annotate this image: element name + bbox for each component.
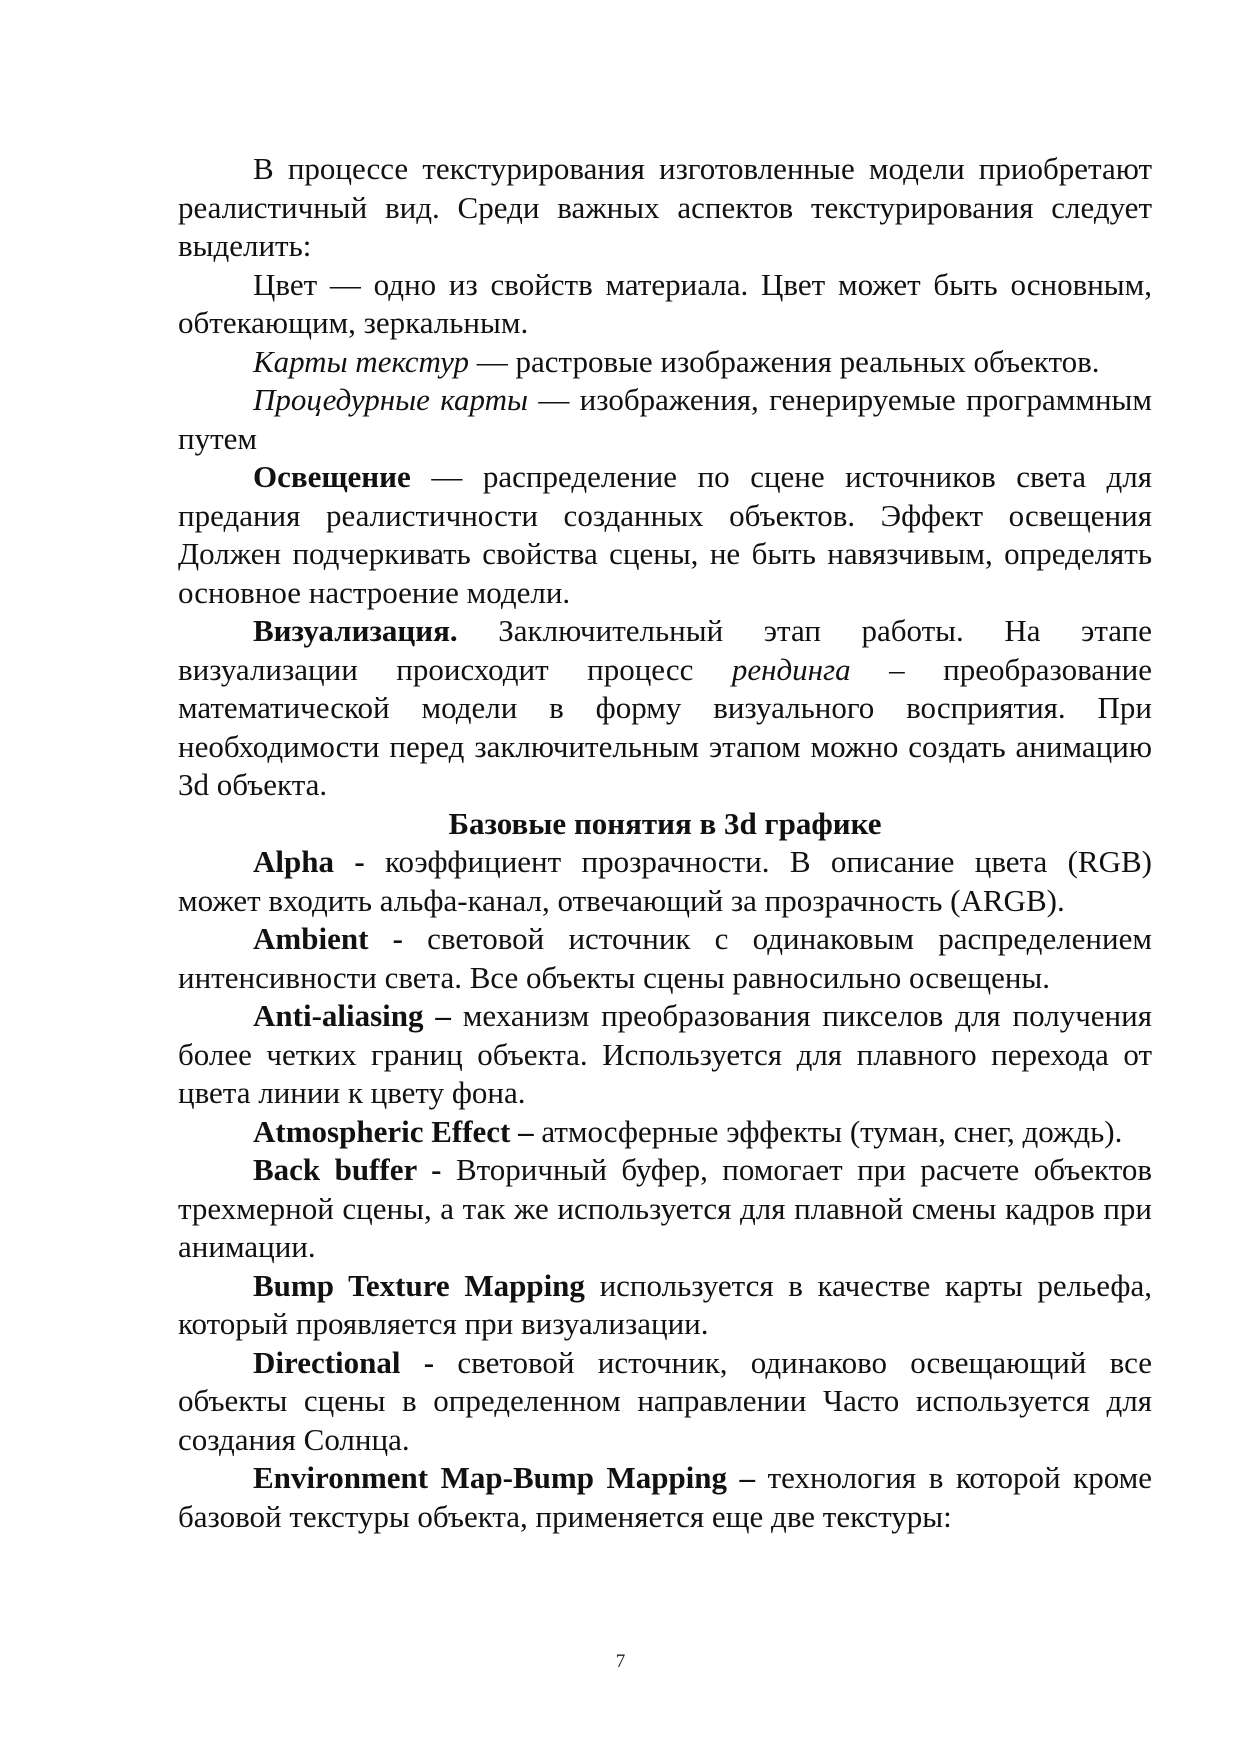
glossary-term-ambient bbox=[253, 921, 403, 956]
glossary-term-environment-map-bump-mapping-sep: – bbox=[727, 1460, 756, 1495]
term-texture-maps: Карты текстур bbox=[253, 343, 470, 379]
paragraph-color bbox=[178, 266, 1152, 343]
paragraph-procedural-maps-text: — изображения, генерируемые программным путем bbox=[178, 382, 1152, 456]
glossary-term-ambient-sep: - bbox=[368, 921, 403, 956]
glossary-term-anti-aliasing-sep: – bbox=[423, 998, 451, 1033]
glossary-term-atmospheric-effect-sep: – bbox=[510, 1113, 534, 1149]
glossary-definition-atmospheric-effect: атмосферные эффекты (туман, снег, дождь). bbox=[533, 1113, 1123, 1149]
glossary-entry-bump-texture-mapping bbox=[178, 1267, 1152, 1344]
glossary-entry-ambient bbox=[178, 920, 1152, 997]
glossary-entry-environment-map-bump-mapping bbox=[178, 1459, 1152, 1536]
page-body bbox=[178, 150, 1152, 1536]
glossary-term-alpha-sep: - bbox=[333, 844, 365, 879]
glossary-term-alpha bbox=[253, 844, 365, 879]
term-procedural-maps: Процедурные карты bbox=[253, 382, 528, 417]
glossary-term-anti-aliasing bbox=[253, 998, 451, 1033]
glossary-term-directional-label: Directional bbox=[253, 1344, 401, 1380]
glossary-entry-back-buffer bbox=[178, 1151, 1152, 1267]
glossary-entry-alpha bbox=[178, 843, 1152, 920]
glossary-term-atmospheric-effect bbox=[253, 1114, 534, 1149]
paragraph-texture-maps-text: — растровые изображения реальных объектов. bbox=[469, 343, 1100, 379]
glossary-definition-alpha: коэффициент прозрачности. В описание цвета (RGB) может входить альфа-канал, отвечающий за прозрачность (ARGB). bbox=[178, 844, 1152, 918]
glossary-term-bump-texture-mapping-label: Bump Texture Mapping bbox=[253, 1267, 585, 1303]
glossary-definition-environment-map-bump-mapping: технология в которой кроме базовой текстуры объекта, применяется еще две текстуры: bbox=[178, 1460, 1153, 1534]
paragraph-lighting bbox=[178, 458, 1152, 612]
paragraph-visualization-text-after: – преобразование математической модели в форму визуального восприятия. При необходимости перед заключительным этапом можно создать анимацию 3d объекта. bbox=[178, 651, 1153, 802]
glossary-definition-ambient: световой источник с одинаковым распределением интенсивности света. Все объекты сцены равносильно освещены. bbox=[178, 921, 1152, 995]
paragraph-visualization-text-before: Заключительный этап работы. На этапе визуализации происходит процесс bbox=[178, 613, 1152, 687]
glossary-term-environment-map-bump-mapping bbox=[253, 1460, 755, 1495]
glossary-definition-bump-texture-mapping: используется в качестве карты рельефа, который проявляется при визуализации. bbox=[178, 1267, 1152, 1341]
glossary-term-back-buffer-label: Back buffer bbox=[253, 1152, 417, 1187]
glossary-term-ambient-label: Ambient bbox=[253, 921, 369, 956]
glossary-entry-anti-aliasing bbox=[178, 997, 1152, 1113]
glossary-term-alpha-label: Alpha bbox=[253, 844, 334, 879]
paragraph-intro-text: В процессе текстурирования изготовленные модели приобретают реалистичный вид. Среди важных аспектов текстурирования следует выделить: bbox=[178, 151, 1152, 263]
glossary-entry-directional bbox=[178, 1344, 1152, 1460]
glossary-term-directional-sep: - bbox=[400, 1344, 435, 1380]
glossary-term-back-buffer-sep: - bbox=[416, 1152, 442, 1187]
glossary-definition-anti-aliasing: механизм преобразования пикселов для получения более четких границ объекта. Используется для плавного перехода от цвета линии к цвету фона. bbox=[178, 998, 1152, 1110]
glossary-entry-atmospheric-effect bbox=[178, 1113, 1152, 1152]
paragraph-texture-maps bbox=[178, 343, 1152, 382]
glossary-term-atmospheric-effect-label: Atmospheric Effect bbox=[253, 1113, 511, 1149]
glossary-term-directional bbox=[253, 1345, 434, 1380]
glossary-term-bump-texture-mapping bbox=[253, 1268, 585, 1303]
paragraph-lighting-text: — распределение по сцене источников света для предания реалистичности созданных объектов. Эффект освещения Должен подчеркивать свойства сцены, не быть навязчивым, определять основное настроение модели. bbox=[178, 459, 1152, 610]
term-visualization: Визуализация. bbox=[253, 613, 458, 648]
paragraph-intro bbox=[178, 150, 1152, 266]
glossary-term-back-buffer bbox=[253, 1152, 442, 1187]
term-lighting: Освещение bbox=[253, 459, 411, 494]
glossary-definition-directional: световой источник, одинаково освещающий все объекты сцены в определенном направлении Часто используется для создания Солнца. bbox=[178, 1344, 1152, 1457]
paragraph-procedural-maps bbox=[178, 381, 1152, 458]
page-number: 7 bbox=[615, 1651, 626, 1672]
section-heading: Базовые понятия в 3d графике bbox=[448, 805, 882, 841]
paragraph-visualization bbox=[178, 612, 1152, 805]
glossary-term-anti-aliasing-label: Anti-aliasing bbox=[253, 998, 424, 1033]
glossary-definition-back-buffer: Вторичный буфер, помогает при расчете объектов трехмерной сцены, а так же используется для плавной смены кадров при анимации. bbox=[178, 1152, 1152, 1264]
paragraph-color-text: Цвет — одно из свойств материала. Цвет может быть основным, обтекающим, зеркальным. bbox=[178, 266, 1152, 340]
term-rendering: рендинга bbox=[731, 651, 851, 687]
glossary-term-environment-map-bump-mapping-label: Environment Map-Bump Mapping bbox=[253, 1460, 728, 1495]
